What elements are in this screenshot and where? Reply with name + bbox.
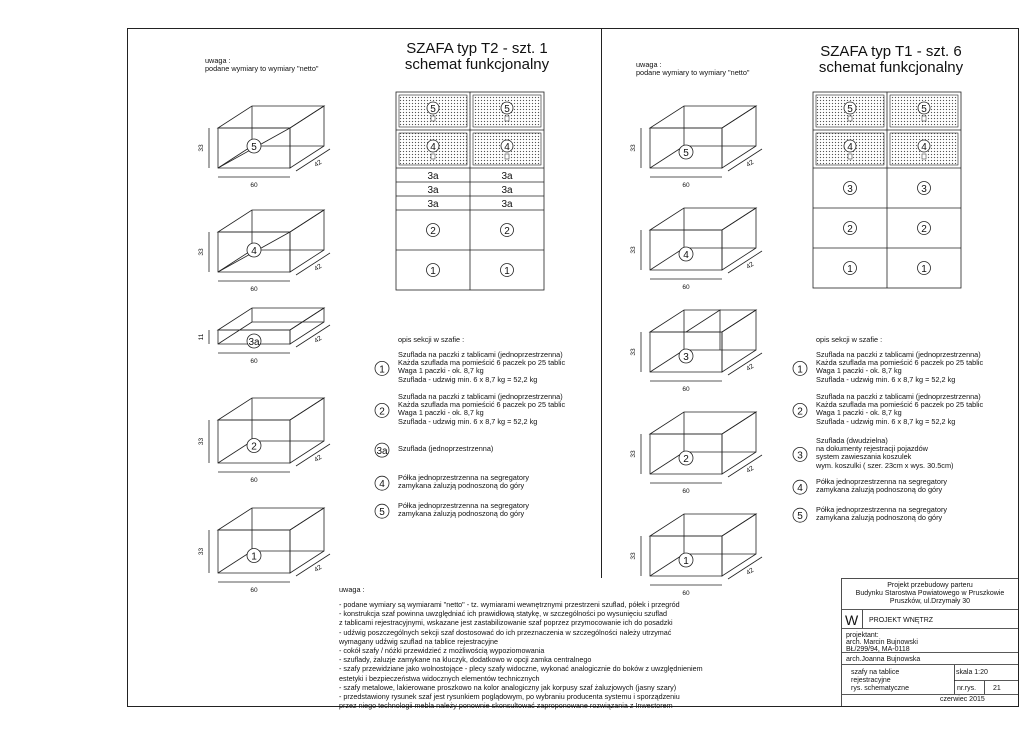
lock-icon (505, 116, 509, 121)
left-section-5 (398, 502, 529, 518)
dim-height: 33 (198, 248, 205, 256)
box-top (218, 106, 324, 128)
left-box-5 (198, 508, 330, 594)
drawing-line1: szafy na tablice (851, 669, 900, 676)
dim-height: 33 (630, 552, 637, 560)
lock-icon (922, 154, 926, 159)
right-box-4 (630, 412, 762, 495)
section-line: Waga 1 paczki - ok. 8,7 kg (816, 366, 902, 376)
box-back-edges (252, 508, 324, 551)
dim-width: 60 (250, 286, 258, 293)
section-marker: 2 (797, 406, 803, 418)
section-line: Waga 1 paczki - ok. 8,7 kg (398, 366, 484, 376)
dim-height: 33 (630, 246, 637, 254)
section-line: Waga 1 paczki - ok. 8,7 kg (816, 408, 902, 418)
lock-icon (431, 116, 435, 121)
box-back-edges (684, 412, 756, 452)
dim-depth: 42 (745, 158, 756, 169)
left-sections-title: opis sekcji w szafie : (398, 335, 465, 344)
box-top (218, 508, 324, 530)
box-label: 5 (683, 148, 689, 159)
dim-height: 33 (198, 437, 205, 446)
cell-label: 5 (504, 104, 510, 115)
box-back-edges (684, 106, 756, 146)
left-section-3 (398, 445, 493, 453)
box-back-edges (684, 208, 756, 248)
divider-panel (686, 310, 720, 350)
drawing-no: 21 (993, 685, 1001, 692)
project-line2: Budynku Starostwa Powiatowego w Pruszkowie (855, 590, 1005, 597)
right-section-2 (816, 393, 983, 426)
right-section-3 (816, 437, 953, 470)
right-box-3 (630, 310, 762, 393)
lock-icon (505, 154, 509, 159)
left-section-4 (398, 474, 529, 490)
dim-width: 60 (682, 182, 690, 189)
note-line: z tablicami rejestracyjnymi, wskazane jest zastabilizowanie szaf poprzez przymocowanie ich do posadzki (339, 618, 673, 628)
section-line: Szuflada na paczki z tablicami (jednoprzestrzenna) (398, 392, 563, 401)
box-back-edges (252, 106, 324, 146)
right-cabinet-elevation (813, 92, 961, 288)
notes-label: uwaga : (339, 585, 365, 594)
box-top (650, 106, 756, 128)
left-box-1 (198, 106, 330, 189)
cell-label: 3a (501, 171, 513, 182)
box-back-edge (650, 146, 684, 168)
dim-height: 33 (630, 450, 637, 458)
dim-width: 60 (250, 358, 258, 365)
note-line: - udźwig poszczególnych sekcji szaf dostosować do ich przeznaczenia w szczególności należy utrzymać (339, 627, 672, 637)
section-line: wym. koszulki ( szer. 23cm x wys. 30.5cm) (816, 460, 954, 470)
section-line: Szuflada - udzwig min. 6 x 8,7 kg = 52,2 kg (398, 416, 538, 426)
section-line: Półka jednoprzestrzenna na segregatory (398, 501, 530, 510)
dim-depth: 42 (313, 334, 324, 345)
box-back-edges (684, 514, 756, 554)
box-top (218, 398, 324, 420)
box-back-edge (218, 250, 252, 272)
note-line: estetyki i bezpieczeństwa widocznych elementów technicznych (339, 673, 540, 683)
cell-label: 4 (430, 142, 436, 153)
drawing-line3: rys. schematyczne (851, 685, 909, 692)
note-line: wymagany udźwig szuflad na tablice rejestracyjne (339, 636, 499, 646)
cell-label: 2 (847, 224, 853, 235)
section-line: Szuflada na paczki z tablicami (jednoprzestrzenna) (816, 350, 981, 359)
cell-label: 4 (847, 142, 853, 153)
dim-depth-line (728, 353, 762, 375)
cell-label: 3 (847, 184, 853, 195)
right-section-1 (816, 351, 983, 384)
section-line: Każda szuflada ma pomieścić 6 paczek po 25 tablic (398, 358, 566, 368)
left-title-line2: schemat funkcjonalny (404, 56, 550, 73)
cell-label: 4 (504, 142, 510, 153)
cell-label: 3a (501, 185, 513, 196)
section-line: Szuflada - udzwig min. 6 x 8,7 kg = 52,2 kg (398, 374, 538, 384)
cell-label: 2 (504, 226, 510, 237)
section-line: Każda szuflada ma pomieścić 6 paczek po 25 tablic (398, 400, 566, 410)
section-line: zamykana żaluzją podnoszoną do góry (816, 513, 943, 523)
left-box-3 (198, 308, 330, 365)
box-top (218, 308, 324, 330)
cell-label: 1 (430, 266, 436, 277)
designer-label: projektant: (846, 632, 879, 639)
right-section-4 (816, 478, 947, 494)
section-line: zamykana żaluzją podnoszoną do góry (398, 509, 525, 519)
left-section-2 (398, 393, 565, 426)
cell-label: 1 (504, 266, 510, 277)
stage-name: PROJEKT WNĘTRZ (869, 617, 934, 624)
note-line: - cokół szafy / nóżki przewidzieć z możliwością wypoziomowania (339, 646, 545, 656)
box-label: 2 (683, 454, 689, 465)
section-marker: 5 (379, 507, 385, 519)
right-title-line2: schemat funkcjonalny (818, 59, 964, 76)
cell-label: 3a (427, 171, 439, 182)
cell-label: 3a (501, 199, 513, 210)
section-line: Waga 1 paczki - ok. 8,7 kg (398, 408, 484, 418)
right-title (806, 44, 976, 76)
dim-width: 60 (682, 488, 690, 495)
dim-depth: 42 (745, 260, 756, 271)
box-back-edge (650, 248, 684, 270)
dim-depth-line (296, 444, 330, 466)
lock-icon (922, 116, 926, 121)
cell-label: 1 (847, 264, 853, 275)
section-marker: 3 (797, 450, 803, 462)
dim-depth-line (728, 557, 762, 579)
project-line3: Pruszków, ul.Drzymały 30 (889, 598, 971, 605)
left-note-text: podane wymiary to wymiary "netto" (205, 64, 319, 73)
co-designer: arch.Joanna Bujnowska (846, 656, 921, 663)
right-note-text: podane wymiary to wymiary "netto" (636, 68, 750, 77)
designer-name: arch. Marcin Bujnowski (846, 639, 918, 646)
project-line1: Projekt przebudowy parteru (887, 582, 973, 589)
box-label: 3a (248, 337, 260, 348)
box-back-edges (252, 398, 324, 441)
dim-height: 33 (198, 547, 205, 556)
section-marker: 4 (379, 479, 385, 491)
lock-icon (848, 154, 852, 159)
box-back-edge (650, 452, 684, 474)
left-title-line1: SZAFA typ T2 - szt. 1 (406, 40, 548, 57)
dim-depth: 42 (313, 262, 324, 273)
right-title-line1: SZAFA typ T1 - szt. 6 (820, 43, 962, 60)
right-section-5 (816, 506, 947, 522)
box-top (218, 210, 324, 232)
dim-depth-line (728, 455, 762, 477)
section-line: Półka jednoprzestrzenna na segregatory (398, 473, 530, 482)
dim-width: 60 (682, 590, 690, 597)
dim-depth-line (728, 251, 762, 273)
left-title (392, 41, 562, 73)
cell-label: 3a (427, 199, 439, 210)
box-label: 2 (251, 441, 257, 453)
cell-label: 5 (430, 104, 436, 115)
cell-label: 3 (921, 184, 927, 195)
section-marker: 1 (379, 364, 385, 376)
note-line: - szafy przewidziane jako wolnostojące - plecy szafy widoczne, wykonać analogicznie do boków z uwzględnieniem (339, 664, 703, 674)
section-line: Szuflada - udzwig min. 6 x 8,7 kg = 52,2 kg (816, 374, 956, 384)
dim-depth: 42 (313, 158, 324, 169)
left-note-label: uwaga : (205, 56, 231, 65)
dim-depth-line (296, 325, 330, 347)
notes-list (339, 600, 703, 710)
box-top (650, 514, 756, 536)
dim-width: 60 (682, 386, 690, 393)
box-back-edges (252, 210, 324, 250)
lock-icon (431, 154, 435, 159)
section-line: Każda szuflada ma pomieścić 6 paczek po 25 tablic (816, 400, 984, 410)
cell-label: 5 (847, 104, 853, 115)
note-line: - szuflady, żaluzje zamykane na kluczyk, dodatkowo w opcji zamka centralnego (339, 655, 592, 665)
section-marker: 4 (797, 483, 803, 495)
box-top (650, 208, 756, 230)
box-label: 1 (251, 551, 257, 563)
box-back-edge (650, 350, 684, 372)
section-line: Szuflada - udzwig min. 6 x 8,7 kg = 52,2 kg (816, 416, 956, 426)
box-label: 4 (683, 250, 689, 261)
box-back-edge (650, 554, 684, 576)
section-line: Szuflada na paczki z tablicami (jednoprzestrzenna) (816, 392, 981, 401)
note-line: przez niego technologii mebla należy ponownie skonsultować zaproponowane rozwiązania z Inwestorem (339, 701, 673, 711)
cell-label: 4 (921, 142, 927, 153)
section-line: zamykana żaluzją podnoszoną do góry (816, 485, 943, 495)
dim-depth-line (296, 554, 330, 576)
section-line: Szuflada na paczki z tablicami (jednoprzestrzenna) (398, 350, 563, 359)
box-label: 5 (251, 142, 257, 153)
dim-depth-line (728, 149, 762, 171)
left-section-1 (398, 351, 565, 384)
section-marker: 2 (379, 406, 385, 418)
stage-letter: W (845, 612, 859, 628)
dim-height: 33 (630, 144, 637, 152)
section-line: Półka jednoprzestrzenna na segregatory (816, 477, 948, 486)
section-marker: 3a (376, 446, 388, 458)
right-box-1 (630, 106, 762, 189)
cell-label: 2 (921, 224, 927, 235)
scale: skala 1:20 (956, 669, 988, 676)
section-marker: 1 (797, 364, 803, 376)
dim-depth: 42 (745, 362, 756, 373)
cell-label: 1 (921, 264, 927, 275)
section-line: Szuflada (jednoprzestrzenna) (398, 444, 494, 453)
box-label: 1 (683, 556, 689, 567)
drawing-name (851, 669, 909, 693)
drawing-line2: rejestracyjne (851, 677, 891, 684)
section-line: system zawieszania koszulek (816, 452, 912, 462)
project-name (842, 582, 1018, 606)
cell-label: 2 (430, 226, 436, 237)
section-line: Półka jednoprzestrzenna na segregatory (816, 505, 948, 514)
note-line: - konstrukcja szaf powinna uwzględniać ich prawidłową statykę, w szczególności po wysunięciu szuflad (339, 609, 667, 619)
dim-depth-line (296, 253, 330, 275)
right-sections-title: opis sekcji w szafie : (816, 335, 883, 344)
right-box-2 (630, 208, 762, 291)
right-box-5 (630, 514, 762, 597)
section-line: Każda szuflada ma pomieścić 6 paczek po 25 tablic (816, 358, 984, 368)
box-top (650, 412, 756, 434)
box-label: 3 (683, 352, 689, 363)
date: czerwiec 2015 (940, 696, 985, 703)
dim-depth: 42 (745, 464, 756, 475)
section-line: Szuflada (dwudzielna) (816, 436, 888, 445)
box-label: 4 (251, 246, 257, 257)
box-back-edge (218, 146, 252, 168)
dim-height: 33 (198, 144, 205, 152)
note-line: - przedstawiony rysunek szaf jest rysunkiem poglądowym, po wybraniu producenta systemu i sporządzeniu (339, 692, 680, 702)
left-box-4 (198, 398, 330, 484)
section-line: zamykana żaluzją podnoszoną do góry (398, 481, 525, 491)
cell-label: 3a (427, 185, 439, 196)
dim-height: 11 (198, 333, 205, 341)
left-box-2 (198, 210, 330, 293)
section-line: na dokumenty rejestracji pojazdów (816, 444, 928, 454)
section-marker: 5 (797, 511, 803, 523)
designer-license: BŁ/299/94, MA-0118 (846, 646, 910, 653)
dim-width: 60 (250, 477, 258, 484)
dim-width: 60 (682, 284, 690, 291)
dim-depth: 42 (313, 563, 324, 574)
lock-icon (848, 116, 852, 121)
right-note-label: uwaga : (636, 60, 662, 69)
drawing-no-label: nr.rys. (957, 685, 977, 692)
dim-height: 33 (630, 348, 637, 356)
cell-label: 5 (921, 104, 927, 115)
left-cabinet-elevation (396, 92, 544, 290)
dim-depth-line (296, 149, 330, 171)
dim-depth: 42 (313, 453, 324, 464)
note-line: - podane wymiary są wymiarami "netto" - tz. wymiarami wewnętrznymi przestrzeni szuflad, półek i przegród (339, 600, 680, 609)
note-line: - szafy metalowe, lakierowane proszkowo na kolor analogiczny jak korpusy szaf żaluzjowych (jasny szary) (339, 682, 677, 692)
dim-width: 60 (250, 587, 258, 594)
dim-width: 60 (250, 182, 258, 189)
dim-depth: 42 (745, 566, 756, 577)
